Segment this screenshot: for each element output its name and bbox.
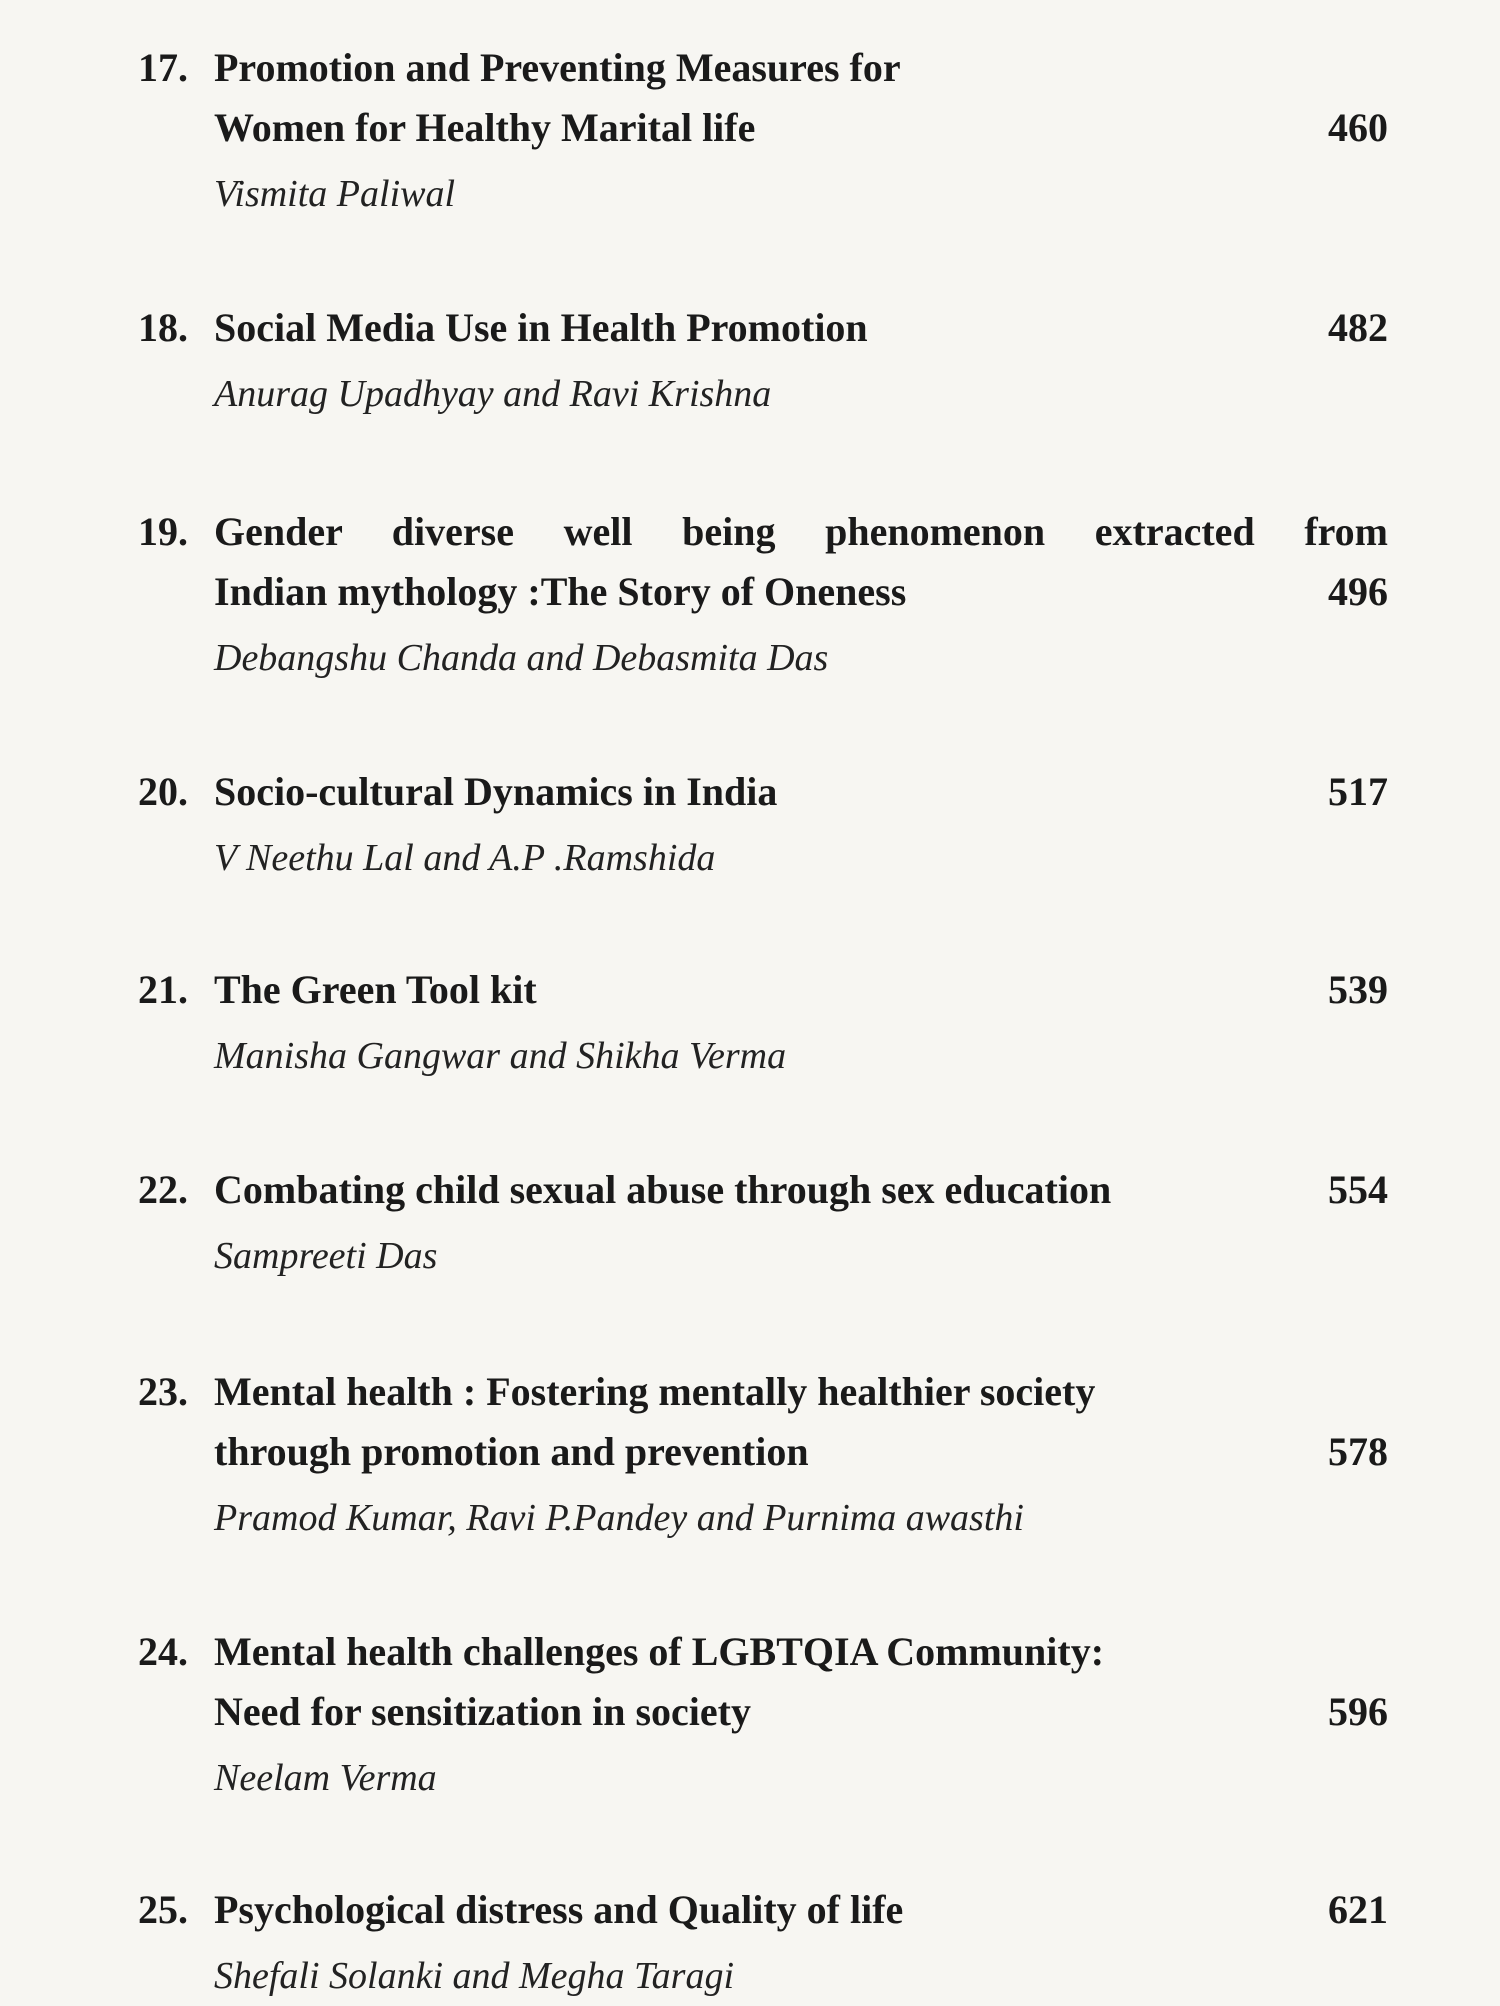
entry-authors: Vismita Paliwal [214,173,456,215]
entry-page-number: 496 [1328,569,1388,614]
toc-entry-18 [138,298,1388,424]
entry-authors: Neelam Verma [214,1757,437,1799]
entry-title-line: Need for sensitization in society 596 [214,1682,1388,1742]
entry-authors: Debangshu Chanda and Debasmita Das [214,637,829,679]
entry-title-line: Promotion and Preventing Measures for [214,45,901,90]
entry-number: 18. [138,305,188,350]
entry-number: 21. [138,967,188,1012]
entry-number: 20. [138,769,188,814]
entry-title-line: Psychological distress and Quality of life 621 [214,1880,1388,1940]
entry-page-number: 539 [1328,967,1388,1012]
entry-authors: Manisha Gangwar and Shikha Verma [214,1035,787,1077]
entry-number: 19. [138,509,188,554]
toc-entry-25 [138,1880,1388,2006]
entry-title-line: Socio-cultural Dynamics in India 517 [214,762,1388,822]
entry-title-line: Women for Healthy Marital life 460 [214,98,1388,158]
toc-entry-21 [138,960,1388,1086]
toc-entry-19 [138,502,1388,688]
toc-entry-24 [138,1622,1388,1808]
entry-number: 24. [138,1629,188,1674]
entry-page-number: 517 [1328,769,1388,814]
entry-title-line: Indian mythology :The Story of Oneness 496 [214,562,1388,622]
entry-page-number: 460 [1328,105,1388,150]
entry-title-line: Mental health : Fostering mentally healthier society [214,1369,1096,1414]
entry-authors: Shefali Solanki and Megha Taragi [214,1955,735,1997]
toc-entry-20 [138,762,1388,888]
entry-page-number: 482 [1328,305,1388,350]
toc-entry-23 [138,1362,1388,1548]
entry-title-line: through promotion and prevention 578 [214,1422,1388,1482]
entry-page-number: 554 [1328,1167,1388,1212]
entry-authors: Sampreeti Das [214,1235,438,1277]
entry-title-line: Mental health challenges of LGBTQIA Community: [214,1629,1105,1674]
entry-number: 17. [138,45,188,90]
entry-number: 25. [138,1887,188,1932]
entry-title-line: Combating child sexual abuse through sex education 554 [214,1160,1388,1220]
entry-title-line: The Green Tool kit 539 [214,960,1388,1020]
entry-title-line: Social Media Use in Health Promotion 482 [214,298,1388,358]
toc-entry-22 [138,1160,1388,1286]
entry-page-number: 578 [1328,1429,1388,1474]
toc-entry-17 [138,38,1388,224]
entry-title-line: Gender diverse well being phenomenon extracted from [214,509,1388,554]
entry-page-number: 621 [1328,1887,1388,1932]
entry-number: 23. [138,1369,188,1414]
entry-page-number: 596 [1328,1689,1388,1734]
entry-authors: Pramod Kumar, Ravi P.Pandey and Purnima awasthi [214,1497,1024,1539]
entry-number: 22. [138,1167,188,1212]
entry-authors: Anurag Upadhyay and Ravi Krishna [214,373,772,415]
entry-authors: V Neethu Lal and A.P .Ramshida [214,837,716,879]
